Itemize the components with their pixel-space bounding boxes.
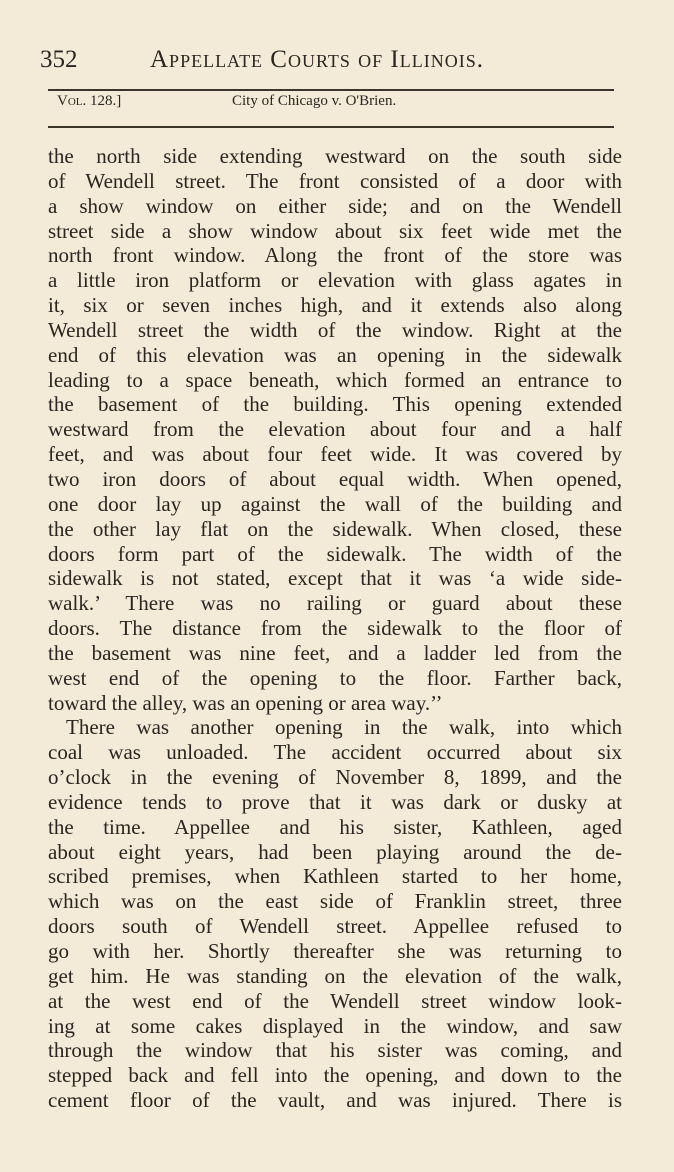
text-line: a show window on either side; and on the Wendell (48, 193, 622, 218)
header-rule-top (48, 89, 614, 91)
text-line: toward the alley, was an opening or area way.’’ (48, 690, 443, 715)
body-text (48, 144, 622, 1113)
text-line: walk.’ There was no railing or guard about these (48, 591, 622, 616)
text-line: get him. He was standing on the elevation of the walk, (48, 963, 622, 988)
text-line: the north side extending westward on the south side (48, 144, 622, 168)
text-line: two iron doors of about equal width. When opened, (48, 466, 622, 491)
text-line: street side a show window about six feet wide met the (48, 218, 622, 243)
text-line: end of this elevation was an opening in the sidewalk (48, 342, 622, 367)
text-line: westward from the elevation about four and a half (48, 417, 622, 442)
text-line: There was another opening in the walk, into which (66, 715, 622, 740)
text-line: o’clock in the evening of November 8, 1899, and the (48, 765, 622, 790)
page-number: 352 (40, 46, 78, 73)
text-line: one door lay up against the wall of the building and (48, 491, 622, 516)
text-line: evidence tends to prove that it was dark or dusky at (48, 789, 622, 814)
text-line: the basement of the building. This opening extended (48, 392, 622, 417)
text-line: cement floor of the vault, and was injured. There is (48, 1088, 622, 1113)
text-line: north front window. Along the front of the store was (48, 243, 622, 268)
text-line: doors south of Wendell street. Appellee refused to (48, 914, 622, 939)
volume-label: Vol. 128.] (57, 93, 122, 109)
text-line: about eight years, had been playing around the de- (48, 839, 622, 864)
text-line: the basement was nine feet, and a ladder led from the (48, 640, 622, 665)
running-title: Appellate Courts of Illinois. (150, 46, 484, 73)
header-rule-bottom (48, 126, 614, 128)
text-line: stepped back and fell into the opening, and down to the (48, 1063, 622, 1088)
text-line: leading to a space beneath, which formed an entrance to (48, 367, 622, 392)
text-line: doors. The distance from the sidewalk to the floor of (48, 616, 622, 641)
text-line: the other lay flat on the sidewalk. When closed, these (48, 516, 622, 541)
text-line: at the west end of the Wendell street window look- (48, 988, 622, 1013)
text-line: feet, and was about four feet wide. It was covered by (48, 442, 622, 467)
text-line: scribed premises, when Kathleen started to her home, (48, 864, 622, 889)
text-line: Wendell street the width of the window. Right at the (48, 317, 622, 342)
case-title: City of Chicago v. O'Brien. (232, 93, 397, 109)
text-line: of Wendell street. The front consisted of a door with (48, 168, 622, 193)
text-line: west end of the opening to the floor. Farther back, (48, 665, 622, 690)
text-line: ing at some cakes displayed in the window, and saw (48, 1013, 622, 1038)
text-line: a little iron platform or elevation with glass agates in (48, 268, 622, 293)
text-line: sidewalk is not stated, except that it was ‘a wide side- (48, 566, 622, 591)
text-line: which was on the east side of Franklin street, three (48, 889, 622, 914)
text-line: the time. Appellee and his sister, Kathleen, aged (48, 814, 622, 839)
text-line: go with her. Shortly thereafter she was returning to (48, 939, 622, 963)
text-line: through the window that his sister was coming, and (48, 1038, 622, 1063)
text-line: it, six or seven inches high, and it extends also along (48, 293, 622, 318)
text-line: doors form part of the sidewalk. The width of the (48, 541, 622, 566)
text-line: coal was unloaded. The accident occurred about six (48, 740, 622, 765)
